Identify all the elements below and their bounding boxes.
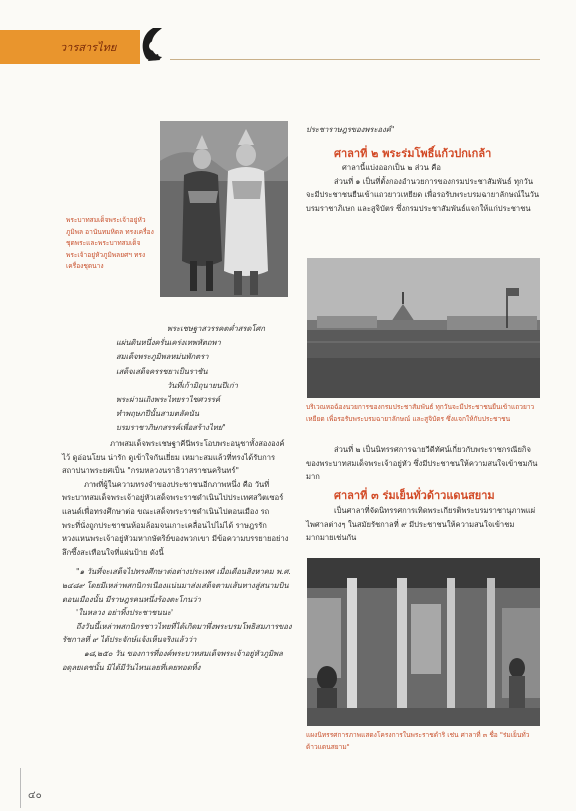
pavilion2-text bbox=[306, 161, 541, 215]
paragraph: เป็นศาลาที่จัดนิทรรศการเทิดพระเกียรติพระบรมราชานุภาพแผ่ไพศาลต่างๆ ในสมัยรัชกาลที่ ๙ มีประชาชนให้ความสนใจเข้าชมมากมายเช่นกัน bbox=[306, 506, 536, 543]
paragraph: ส่วนที่ ๒ เป็นนิทรรศการฉายวีดีทัศน์เกี่ยวกับพระราชกรณียกิจของพระบาทสมเด็จพระเจ้าอยู่หัว ซึ่งมีประชาชนให้ความสนใจเข้าชมกันมาก bbox=[306, 445, 538, 482]
pavilion-photo-caption: บริเวณหอฉ้องนวยการของกรมประชาสัมพันธ์ ทุกวันจะมีประชาชนยืนเข้าแถวยาวเหยียด เพื่อรอรับพระบรมฉายาลักษณ์ และสูจิบัตร ซึ่งแจกให้กับประชาชน bbox=[306, 403, 535, 423]
royal-children-photo bbox=[160, 121, 288, 297]
page-number: ๔๐ bbox=[28, 790, 42, 801]
paragraph: ภาพที่ผู้ในความทรงจำของประชาชนอีกภาพหนึ่ง คือ วันที่พระบาทสมเด็จพระเจ้าอยู่หัวเสด็จพระราชดำเนินไปประเทศสวิตเซอร์แลนด์เพื่อทรงศึกษาต่อ ขณะเสด็จพระราชดำเนินไปตอนเมือง รถพระที่นั่งถูกประชาชนห้อมล้อมจนเกาะเคลื่อนไปไม่ได้ ราษฎรรัก หวงแหนพระเจ้าอยู่หัวมหากษัตริย์ของพวกเขา มีข้อความบรรยายอย่างลึกซึ้งสะเทือนใจที่แผ่นป้าย ดังนี้ bbox=[62, 479, 289, 557]
quote-paragraph: "๑ วันที่จะเสด็จไปทรงศึกษาต่อต่างประเทศ เมื่อเดือนสิงหาคม พ.ศ. ๒๔๘๙ โดยมีเหล่าพสกนิกรเนืองแน่นมาส่งเสด็จตามเส้นทางสู่สนามบินดอนเมืองนั้น มีราษฎรคนหนึ่งร้องตะโกนว่า bbox=[62, 567, 291, 604]
poem-line: บรมราชาภิษกสรรค์เพื่อสร้างไทย" bbox=[116, 423, 226, 433]
section-title: วารสารไทย bbox=[60, 41, 117, 54]
pavilion3-text bbox=[306, 504, 541, 545]
exhibition-photo-caption: แผงนิทรรศการภาพแสดงโครงการในพระราชดำริ เช่น ศาลาที่ ๓ ชื่อ "ร่มเย็นทั่วด้าวแดนสยาม" bbox=[306, 731, 530, 751]
quote-paragraph: ๑๘,๒๕๐ วัน ของการที่องค์พระบาทสมเด็จพระเจ้าอยู่หัวภูมิพลอดุลยเดชนั้น มิได้มีวันไหนเลยที่เคยทอดทิ้ง bbox=[62, 648, 283, 672]
paragraph: ส่วนที่ ๑ เป็นที่ตั้งกองอำนวยการของกรมประชาสัมพันธ์ ทุกวันจะมีประชาชนยืนเข้าแถวยาวเหยียด เพื่อรอรับพระบรมฉายาลักษณ์ในวันบรมราชาภิเษก และสูจิบัตร ซึ่งกรมประชาสัมพันธ์แจกให้แก่ประชาชน bbox=[306, 176, 540, 213]
poem-line: วันที่เก้ามิถุนายนปีเก่า bbox=[167, 380, 238, 390]
pavilion3-heading: ศาลาที่ ๓ ร่มเย็นทั่วด้าวแดนสยาม bbox=[334, 489, 495, 502]
magazine-logo-icon bbox=[138, 26, 168, 64]
poem-line: พระผ่านเถิงพระไทยราไชศวรรค์ bbox=[116, 395, 221, 405]
paragraph: ภาพสมเด็จพระเชษฐาคีนีพระโอบพระอนุชาทั้งสององค์ไว้ ดูอ่อนโยน น่ารัก ดูเข้าใจกันเยี่ยม เหมาะสมแล้วที่ทรงได้รับการสถาปนาพระยศเป็น "กรมหลวงนราธิวาสราชนครินทร์" bbox=[62, 439, 285, 476]
quote-end-line: ประชาราษฎรของพระองค์" bbox=[306, 125, 395, 134]
header-rule bbox=[170, 59, 540, 60]
pavilion2-part2 bbox=[306, 443, 541, 484]
poem-line: สมเด็จพระภูมิพลหม่นพักตรา bbox=[116, 352, 209, 362]
footer-rule bbox=[20, 768, 21, 808]
paragraph: ศาลานี้แบ่งออกเป็น ๒ ส่วน คือ bbox=[342, 163, 441, 172]
poem-line: เสด็จเสด็จครรชยาเป็นราชัน bbox=[116, 366, 208, 376]
poem-block bbox=[112, 322, 302, 436]
poem-line: พระเชษฐาสวรรคตค่ำสรดโศก bbox=[167, 324, 265, 333]
pavilion-photo bbox=[307, 258, 540, 398]
quote-paragraph: ถึงวันนี้เหล่าพสกนิกรชาวไทยที่ได้เกิดมาพึ่งพระบรมโพธิสมภารของรัชกาลที่ ๙ ได้ประจักษ์แจ้งเห็นจริงแล้วว่า bbox=[62, 621, 292, 645]
quote-line: 'ในหลวง อย่าทิ้งประชาชนนะ' bbox=[76, 608, 174, 618]
children-photo-caption: พระบาทสมเด็จพระเจ้าอยู่หัวภูมิพล อานันทมหิดล ทรงเครื่องชุดพระและพระบาทสมเด็จพระเจ้าอยู่หัวภูมิพลยศฯ ทรงเครื่องชุดนาง bbox=[66, 216, 154, 270]
exhibition-photo bbox=[307, 558, 540, 726]
pavilion2-heading: ศาลาที่ ๒ พระร่มโพธิ์แก้วปกเกล้า bbox=[334, 147, 492, 160]
poem-line: ทำพฤษภปีนั้นสามตลัคนัน bbox=[116, 409, 200, 419]
poem-line: แผ่นดินหนึ่งครั่นเคร่งเทพหัตถพา bbox=[116, 338, 221, 348]
left-article-body bbox=[62, 437, 292, 674]
